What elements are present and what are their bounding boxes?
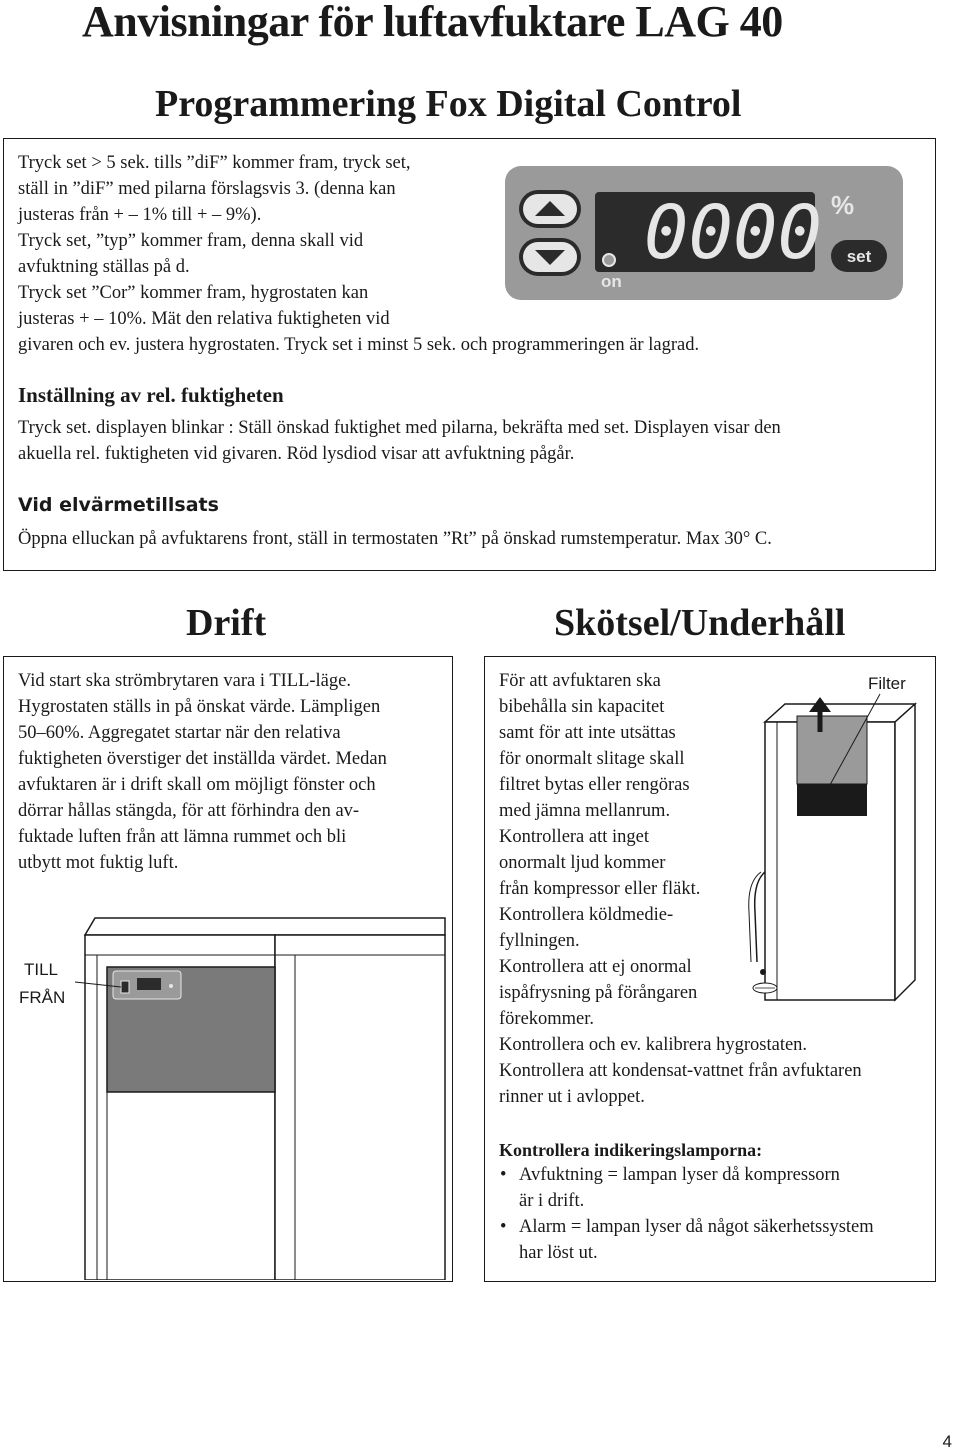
drift-line: Hygrostaten ställs in på önskat värde. Lämpligen: [18, 697, 381, 717]
maintenance-line: Kontrollera att inget: [499, 827, 650, 847]
heater-heading: Vid elvärmetillsats: [18, 494, 219, 516]
maintenance-line: Kontrollera att ej onormal: [499, 957, 692, 977]
heater-text: Öppna elluckan på avfuktarens front, ställ in termostaten ”Rt” på önskad rumstemperatur. Max 30° C.: [18, 529, 772, 549]
arrow-down-icon[interactable]: [519, 238, 581, 276]
drift-line: fuktade luften från att lämna rummet och bli: [18, 827, 347, 847]
set-button[interactable]: [831, 240, 887, 272]
programming-line: ställ in ”diF” med pilarna förslagsvis 3. (denna kan: [18, 179, 396, 199]
programming-line: avfuktning ställas på d.: [18, 257, 190, 277]
power-switch-icon: [121, 981, 129, 993]
humidity-text: [18, 415, 781, 467]
maintenance-line: rinner ut i avloppet.: [499, 1087, 645, 1107]
maintenance-title: Skötsel/Underhåll: [554, 602, 846, 644]
humidity-heading: Inställning av rel. fuktigheten: [18, 383, 284, 407]
programming-line: Tryck set, ”typ” kommer fram, denna skall vid: [18, 231, 364, 251]
drift-line: utbytt mot fuktig luft.: [18, 853, 179, 873]
filter-illustration: [735, 672, 931, 1002]
maintenance-line: Kontrollera och ev. kalibrera hygrostaten.: [499, 1035, 808, 1055]
switch-label-off: FRÅN: [19, 988, 66, 1007]
water-drop-icon: [760, 969, 766, 975]
maintenance-line: från kompressor eller fläkt.: [499, 879, 701, 899]
drift-text: [18, 668, 448, 876]
arrow-up-icon[interactable]: [519, 190, 581, 228]
display-value: 0000: [643, 190, 823, 276]
on-label: on: [601, 272, 622, 291]
maintenance-line: Kontrollera köldmedie-: [499, 905, 674, 925]
lamps-heading: Kontrollera indikeringslamporna:: [499, 1140, 763, 1160]
list-item: [499, 1214, 929, 1266]
drift-line: fuktigheten överstiger det inställda värdet. Medan: [18, 749, 387, 769]
maintenance-line: med jämna mellanrum.: [499, 801, 671, 821]
dehumidifier-unit-illustration: [5, 910, 451, 1280]
humidity-line: akuella rel. fuktigheten vid givaren. Röd lysdiod visar att avfuktning pågår.: [18, 444, 575, 464]
percent-unit: %: [831, 190, 855, 220]
maintenance-line: bibehålla sin kapacitet: [499, 697, 665, 717]
bullet-line: har löst ut.: [519, 1243, 598, 1263]
maintenance-line: För att avfuktaren ska: [499, 671, 661, 691]
lamps-list: [499, 1162, 929, 1266]
programming-line: givaren och ev. justera hygrostaten. Tryck set i minst 5 sek. och programmeringen är lagrad.: [18, 335, 700, 355]
programming-line: justeras från + – 1% till + – 9%).: [18, 205, 262, 225]
programming-line: justeras + – 10%. Mät den relativa fuktigheten vid: [18, 309, 390, 329]
list-item: [499, 1162, 929, 1214]
page-number: 4: [942, 1432, 952, 1451]
maintenance-line: förekommer.: [499, 1009, 595, 1029]
maintenance-line: ispåfrysning på förångaren: [499, 983, 698, 1003]
set-label: set: [846, 247, 872, 266]
drift-title: Drift: [186, 602, 267, 644]
fox-digital-controller: [505, 166, 905, 302]
bullet-line: • Avfuktning = lampan lyser då kompressorn: [519, 1165, 840, 1185]
page-subtitle: Programmering Fox Digital Control: [155, 83, 742, 125]
maintenance-line: filtret bytas eller rengöras: [499, 775, 690, 795]
drift-line: Vid start ska strömbrytaren vara i TILL-läge.: [18, 671, 351, 691]
programming-line: Tryck set ”Cor” kommer fram, hygrostaten kan: [18, 283, 369, 303]
humidity-line: Tryck set. displayen blinkar : Ställ önskad fuktighet med pilarna, bekräfta med set. Displayen visar den: [18, 418, 781, 438]
maintenance-line: för onormalt slitage skall: [499, 749, 685, 769]
bullet-line: är i drift.: [519, 1191, 585, 1211]
drift-line: 50–60%. Aggregatet startar när den relativa: [18, 723, 341, 743]
page-title: Anvisningar för luftavfuktare LAG 40: [82, 0, 783, 46]
switch-label-on: TILL: [24, 960, 59, 979]
maintenance-line: onormalt ljud kommer: [499, 853, 666, 873]
maintenance-line: fyllningen.: [499, 931, 580, 951]
programming-line: Tryck set > 5 sek. tills ”diF” kommer fram, tryck set,: [18, 153, 411, 173]
status-led: [603, 254, 615, 266]
maintenance-line: samt för att inte utsättas: [499, 723, 676, 743]
drift-line: dörrar hållas stängda, för att förhindra den av-: [18, 801, 360, 821]
filter-label: Filter: [868, 674, 906, 693]
drift-line: avfuktaren är i drift skall om möjligt fönster och: [18, 775, 376, 795]
bullet-line: • Alarm = lampan lyser då något säkerhetssystem: [519, 1217, 874, 1237]
maintenance-line: Kontrollera att kondensat-vattnet från avfuktaren: [499, 1061, 862, 1081]
